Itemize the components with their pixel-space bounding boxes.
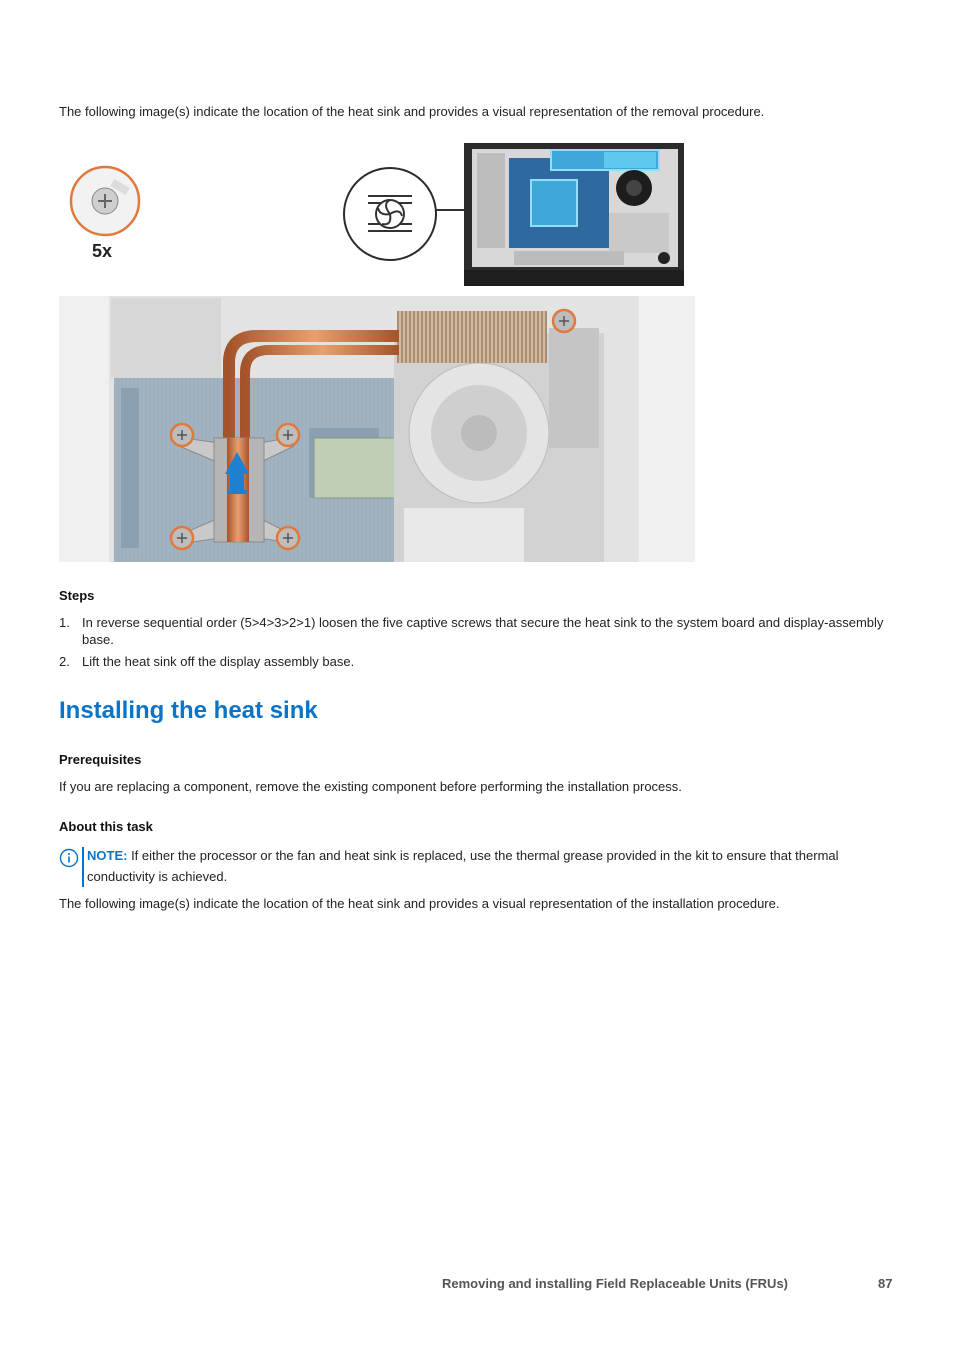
about-heading: About this task <box>59 819 153 834</box>
detail-image <box>59 296 695 562</box>
prerequisites-text: If you are replacing a component, remove the existing component before performing the installation process. <box>59 779 682 794</box>
prerequisites-heading: Prerequisites <box>59 752 142 767</box>
fan-heatsink-icon <box>344 168 464 260</box>
info-icon <box>59 848 79 868</box>
note-label: NOTE: <box>87 848 128 863</box>
intro-removal-text: The following image(s) indicate the location of the heat sink and provides a visual representation of the removal procedure. <box>59 104 765 119</box>
step-item <box>59 614 899 648</box>
heat-sink-removal-figure <box>59 138 695 562</box>
step-number: 1. <box>59 615 70 630</box>
step-number: 2. <box>59 654 70 669</box>
steps-list <box>59 614 899 675</box>
note-text <box>87 845 899 887</box>
note-body: If either the processor or the fan and heat sink is replaced, use the thermal grease provided in the kit to ensure that thermal conductivity is achieved. <box>87 848 839 884</box>
step-text: Lift the heat sink off the display assembly base. <box>82 654 355 669</box>
footer-chapter: Removing and installing Field Replaceable Units (FRUs) <box>442 1276 788 1291</box>
footer-page-number: 87 <box>878 1276 893 1291</box>
note-bar <box>82 847 84 887</box>
intro-install-text: The following image(s) indicate the location of the heat sink and provides a visual representation of the installation procedure. <box>59 896 780 911</box>
screw-count-label: 5x <box>92 241 113 261</box>
section-title: Installing the heat sink <box>59 697 318 724</box>
note-box <box>59 845 899 887</box>
screw-callout <box>71 167 139 235</box>
overview-image <box>464 143 684 286</box>
step-text: In reverse sequential order (5>4>3>2>1) loosen the five captive screws that secure the heat sink to the system board and display-assembly base. <box>82 615 884 647</box>
step-item <box>59 653 899 670</box>
steps-heading: Steps <box>59 588 95 603</box>
